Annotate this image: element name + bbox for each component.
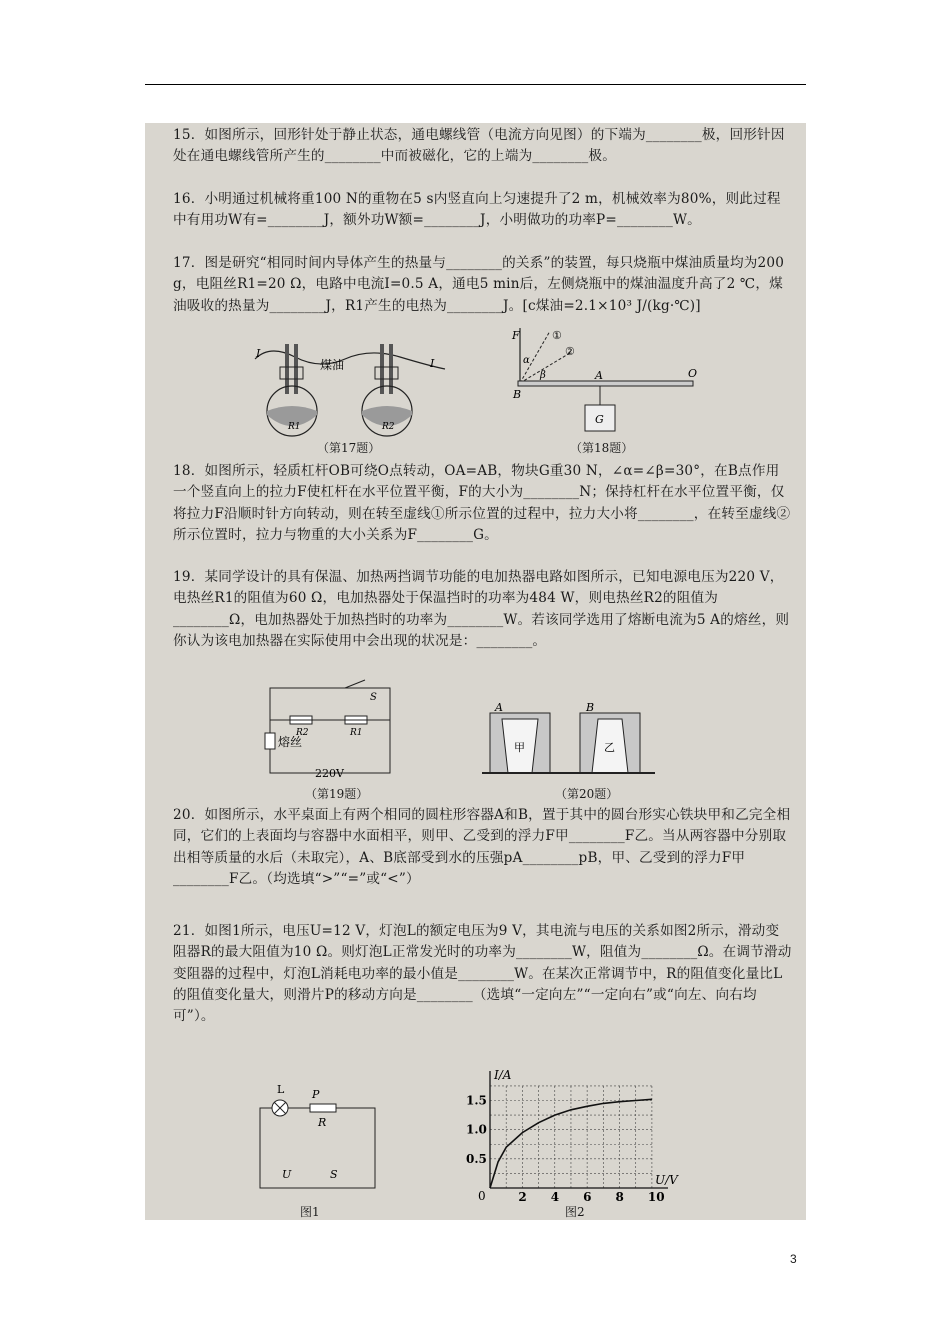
y-tick-label: 1.5 bbox=[466, 1093, 487, 1108]
fig19-source-label: 220V bbox=[315, 767, 344, 780]
x-tick-label: 4 bbox=[550, 1190, 560, 1203]
fig18-line1: ① bbox=[552, 329, 562, 342]
header-rule bbox=[145, 84, 806, 85]
fig18-point-a: A bbox=[595, 369, 603, 382]
fig18-alpha: α bbox=[523, 355, 530, 366]
fig21-slider-label: P bbox=[312, 1088, 320, 1101]
scanned-page bbox=[145, 123, 806, 1220]
question-15: 15．如图所示，回形针处于静止状态，通电螺线管（电流方向见图）的下端为________极，回形针因处在通电螺线管所产生的________中而被磁化，它的上端为________极。 bbox=[173, 127, 785, 165]
fig18-force-label: F bbox=[512, 329, 520, 342]
figure-17 bbox=[250, 329, 450, 439]
fig17-r1-label: R1 bbox=[288, 422, 301, 432]
fig19-r2-label: R2 bbox=[296, 728, 309, 738]
question-21: 21．如图1所示，电压U=12 V，灯泡L的额定电压为9 V，其电流与电压的关系如图2所示，滑动变阻器R的最大阻值为10 Ω。则灯泡L正常发光时的功率为________W，阻值为________Ω。在调节滑动变阻器的过程中，灯泡L消耗电功率的最小值是________W。在某次正常调节中，R的阻值变化量比L的阻值变化量大，则滑片P的移动方向是________（选填“一定向左”“一定向右”或“向左、向右均可”）。 bbox=[173, 923, 792, 1025]
fig18-line2: ② bbox=[565, 345, 575, 358]
fig21-rheostat-label: R bbox=[318, 1116, 327, 1129]
fig18-beta: β bbox=[540, 370, 546, 381]
fig18-block-g: G bbox=[595, 413, 604, 426]
fig19-fuse-label: 熔丝 bbox=[278, 735, 303, 749]
question-20: 20．如图所示，水平桌面上有两个相同的圆柱形容器A和B，置于其中的圆台形实心铁块甲和乙完全相同，它们的上表面均与容器中水面相平，则甲、乙受到的浮力F甲________F乙。当从两容器中分别取出相等质量的水后（未取完），A、B底部受到水的压强pA________pB，甲、乙受到的浮力F甲________F乙。（均选填“>”“=”或“<”） bbox=[173, 807, 791, 887]
fig18-caption: （第18题） bbox=[570, 441, 634, 455]
fig18-point-o: O bbox=[688, 367, 698, 380]
fig19-r1-label: R1 bbox=[350, 728, 363, 738]
x-tick-label: 8 bbox=[615, 1190, 624, 1203]
fig17-current-left: I bbox=[256, 347, 261, 360]
y-tick-label: 1.0 bbox=[466, 1122, 487, 1137]
fig19-switch-label: S bbox=[370, 692, 377, 703]
fig21-lamp-label: L bbox=[277, 1083, 285, 1096]
y-tick-label: 0.5 bbox=[466, 1151, 487, 1166]
question-19: 19．某同学设计的具有保温、加热两挡调节功能的电加热器电路如图所示，已知电源电压为220 V，电热丝R1的阻值为60 Ω，电加热器处于保温挡时的功率为484 W，则电热丝R2的阻值为________Ω，电加热器处于加热挡时的功率为________W。若该同学选用了熔断电流为5 A的熔丝，则你认为该电加热器在实际使用中会出现的状况是：________。 bbox=[173, 569, 790, 649]
fig20-block-yi: 乙 bbox=[604, 741, 615, 754]
fig20-container-a: A bbox=[495, 701, 503, 714]
fig20-block-jia: 甲 bbox=[514, 741, 525, 754]
x-axis-label: U/V bbox=[655, 1173, 678, 1187]
y-axis-label: I/A bbox=[494, 1068, 512, 1082]
figure-21-chart bbox=[450, 1063, 680, 1203]
fig20-caption: （第20题） bbox=[555, 787, 619, 801]
origin-label: 0 bbox=[478, 1189, 486, 1203]
fig21-caption-1: 图1 bbox=[300, 1205, 320, 1219]
fig21-voltage-label: U bbox=[282, 1168, 292, 1181]
x-tick-label: 6 bbox=[583, 1190, 592, 1203]
figure-20 bbox=[480, 701, 660, 783]
page-number: 3 bbox=[790, 1252, 797, 1266]
figure-18 bbox=[510, 323, 710, 453]
fig17-current-right: I bbox=[430, 357, 435, 370]
figure-21-circuit bbox=[240, 1078, 390, 1203]
fig19-caption: （第19题） bbox=[305, 787, 369, 801]
fig21-switch-label: S bbox=[330, 1168, 338, 1181]
fig18-point-b: B bbox=[513, 388, 522, 401]
fig20-container-b: B bbox=[586, 701, 595, 714]
figure-19 bbox=[260, 678, 400, 783]
fig17-r2-label: R2 bbox=[382, 422, 395, 432]
question-17: 17．图是研究“相同时间内导体产生的热量与________的关系”的装置，每只烧瓶中煤油质量均为200 g，电阻丝R1=20 Ω，电路中电流I=0.5 A，通电5 min后，左侧烧瓶中的煤油温度升高了2 ℃，煤油吸收的热量为________J，R1产生的电热为________J。[c煤油=2.1×10³ J/(kg·℃)] bbox=[173, 255, 785, 314]
fig17-liquid-label: 煤油 bbox=[320, 358, 345, 372]
fig21-caption-2: 图2 bbox=[565, 1205, 585, 1219]
fig17-caption: （第17题） bbox=[317, 441, 381, 455]
question-16: 16．小明通过机械将重100 N的重物在5 s内竖直向上匀速提升了2 m，机械效率为80%，则此过程中有用功W有=________J，额外功W额=________J，小明做功的功率P=________W。 bbox=[173, 191, 781, 229]
question-18: 18．如图所示，轻质杠杆OB可绕O点转动，OA=AB，物块G重30 N，∠α=∠β=30°，在B点作用一个竖直向上的拉力F使杠杆在水平位置平衡，F的大小为________N；保持杠杆在水平位置平衡，仅将拉力F沿顺时针方向转动，则在转至虚线①所示位置的过程中，拉力大小将________，在转至虚线②所示位置时，拉力与物重的大小关系为F________G。 bbox=[173, 463, 791, 543]
x-tick-label: 2 bbox=[518, 1190, 527, 1203]
x-tick-label: 10 bbox=[647, 1190, 665, 1203]
